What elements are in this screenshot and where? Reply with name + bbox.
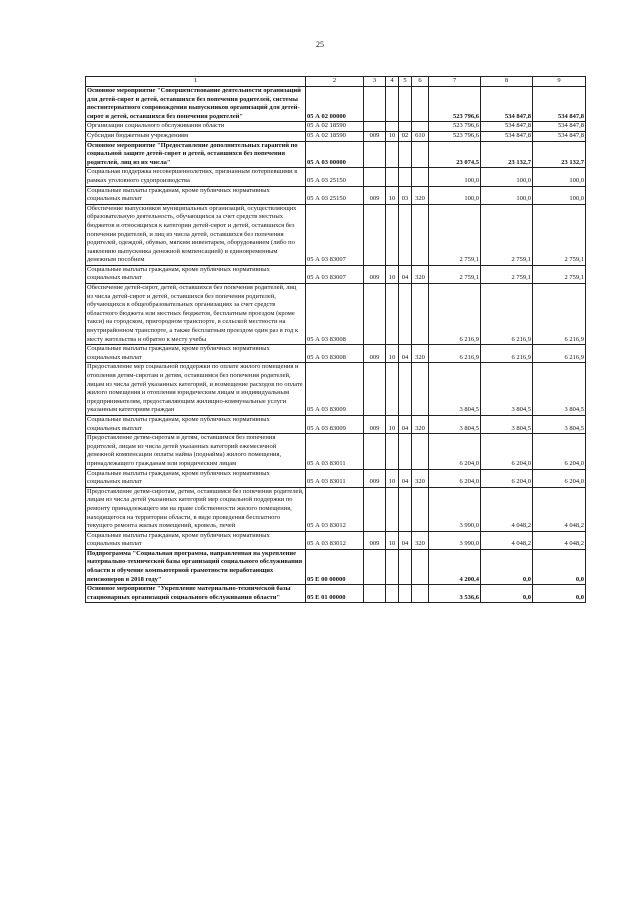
table-row xyxy=(86,284,586,345)
amount-2018: 3 990,0 xyxy=(429,487,481,531)
subsection-code xyxy=(399,363,412,416)
row-name: Социальные выплаты гражданам, кроме публичных нормативных социальных выплат xyxy=(86,469,306,487)
ministry-code: 009 xyxy=(364,415,386,433)
amount-2020: 2 759,1 xyxy=(533,204,586,265)
subsection-code xyxy=(399,141,412,168)
target-article-code: 05 А 03 83012 xyxy=(306,531,364,549)
section-code: 10 xyxy=(386,415,399,433)
amount-2019: 2 759,1 xyxy=(481,265,533,283)
amount-2019: 534 847,8 xyxy=(481,87,533,122)
subsection-code xyxy=(399,487,412,531)
amount-2020: 534 847,8 xyxy=(533,87,586,122)
amount-2019: 0,0 xyxy=(481,585,533,603)
column-header: 8 xyxy=(481,77,533,87)
section-code xyxy=(386,87,399,122)
section-code xyxy=(386,284,399,345)
ministry-code xyxy=(364,487,386,531)
expense-type-code: 320 xyxy=(412,469,429,487)
table-row xyxy=(86,131,586,141)
ministry-code xyxy=(364,141,386,168)
ministry-code xyxy=(364,284,386,345)
amount-2020: 0,0 xyxy=(533,585,586,603)
column-header: 3 xyxy=(364,77,386,87)
section-code xyxy=(386,585,399,603)
expense-type-code xyxy=(412,434,429,469)
amount-2018: 3 804,5 xyxy=(429,363,481,416)
target-article-code: 05 А 03 25150 xyxy=(306,186,364,204)
subsection-code xyxy=(399,204,412,265)
subsection-code: 04 xyxy=(399,531,412,549)
row-name: Социальные выплаты гражданам, кроме публичных нормативных социальных выплат xyxy=(86,415,306,433)
row-name: Социальные выплаты гражданам, кроме публичных нормативных социальных выплат xyxy=(86,531,306,549)
ministry-code xyxy=(364,549,386,584)
table-row xyxy=(86,141,586,168)
target-article-code: 05 А 02 18590 xyxy=(306,122,364,132)
expense-type-code: 320 xyxy=(412,345,429,363)
expense-type-code xyxy=(412,363,429,416)
ministry-code xyxy=(364,585,386,603)
subsection-code: 04 xyxy=(399,415,412,433)
target-article-code: 05 А 03 83008 xyxy=(306,284,364,345)
amount-2020: 100,0 xyxy=(533,186,586,204)
amount-2018: 3 804,5 xyxy=(429,415,481,433)
table-row xyxy=(86,469,586,487)
ministry-code: 009 xyxy=(364,265,386,283)
section-code xyxy=(386,204,399,265)
budget-table xyxy=(85,76,586,603)
amount-2018: 23 074,5 xyxy=(429,141,481,168)
ministry-code: 009 xyxy=(364,131,386,141)
table-row xyxy=(86,585,586,603)
subsection-code xyxy=(399,585,412,603)
expense-type-code: 320 xyxy=(412,265,429,283)
subsection-code: 04 xyxy=(399,469,412,487)
column-header: 9 xyxy=(533,77,586,87)
section-code: 10 xyxy=(386,265,399,283)
page-number: 25 xyxy=(316,40,324,49)
amount-2018: 2 759,1 xyxy=(429,204,481,265)
subsection-code: 04 xyxy=(399,265,412,283)
target-article-code: 05 А 03 83012 xyxy=(306,487,364,531)
ministry-code: 009 xyxy=(364,531,386,549)
amount-2018: 523 796,6 xyxy=(429,87,481,122)
amount-2018: 523 796,6 xyxy=(429,122,481,132)
section-code: 10 xyxy=(386,531,399,549)
column-header: 6 xyxy=(412,77,429,87)
target-article-code: 05 А 03 25150 xyxy=(306,168,364,186)
table-row xyxy=(86,204,586,265)
amount-2019: 0,0 xyxy=(481,549,533,584)
amount-2018: 4 200,4 xyxy=(429,549,481,584)
expense-type-code: 320 xyxy=(412,415,429,433)
subsection-code xyxy=(399,168,412,186)
target-article-code: 05 Е 00 00000 xyxy=(306,549,364,584)
column-header: 1 xyxy=(86,77,306,87)
section-code xyxy=(386,549,399,584)
section-code xyxy=(386,141,399,168)
row-name: Основное мероприятие "Укрепление материально-технической базы стационарных организаций социального обслуживания области" xyxy=(86,585,306,603)
section-code xyxy=(386,487,399,531)
table-row xyxy=(86,434,586,469)
amount-2018: 6 216,9 xyxy=(429,345,481,363)
target-article-code: 05 А 03 83007 xyxy=(306,204,364,265)
target-article-code: 05 А 03 83008 xyxy=(306,345,364,363)
amount-2019: 100,0 xyxy=(481,168,533,186)
amount-2018: 6 216,9 xyxy=(429,284,481,345)
row-name: Обеспечение детей-сирот, детей, оставшихся без попечения родителей, лиц из числа детей-сирот и детей, оставшихся без попечения родителей, обучающихся в общеобразовательных организациях за счет средств областного бюджета или местных бюджетов, бесплатным проездом (кроме такси) на городском, пригородном транспорте, в сельской местности на внутрирайонном транспорте, а также бесплатным проездом один раз в год к месту жительства и обратно к месту учебы xyxy=(86,284,306,345)
expense-type-code xyxy=(412,284,429,345)
amount-2019: 6 216,9 xyxy=(481,345,533,363)
table-row xyxy=(86,122,586,132)
expense-type-code: 610 xyxy=(412,131,429,141)
expense-type-code: 320 xyxy=(412,531,429,549)
subsection-code xyxy=(399,87,412,122)
subsection-code xyxy=(399,434,412,469)
amount-2020: 23 132,7 xyxy=(533,141,586,168)
column-header: 2 xyxy=(306,77,364,87)
table-row xyxy=(86,87,586,122)
amount-2020: 534 847,8 xyxy=(533,122,586,132)
row-name: Социальные выплаты гражданам, кроме публичных нормативных социальных выплат xyxy=(86,345,306,363)
row-name: Субсидии бюджетным учреждениям xyxy=(86,131,306,141)
amount-2020: 2 759,1 xyxy=(533,265,586,283)
amount-2019: 534 847,8 xyxy=(481,131,533,141)
ministry-code xyxy=(364,204,386,265)
amount-2018: 3 990,0 xyxy=(429,531,481,549)
section-code: 10 xyxy=(386,131,399,141)
amount-2020: 534 847,8 xyxy=(533,131,586,141)
target-article-code: 05 А 03 00000 xyxy=(306,141,364,168)
section-code xyxy=(386,122,399,132)
row-name: Социальные выплаты гражданам, кроме публичных нормативных социальных выплат xyxy=(86,265,306,283)
target-article-code: 05 А 03 83011 xyxy=(306,434,364,469)
ministry-code xyxy=(364,87,386,122)
column-header: 7 xyxy=(429,77,481,87)
amount-2019: 4 048,2 xyxy=(481,531,533,549)
amount-2019: 6 204,0 xyxy=(481,469,533,487)
subsection-code: 02 xyxy=(399,131,412,141)
ministry-code xyxy=(364,168,386,186)
amount-2020: 6 216,9 xyxy=(533,345,586,363)
amount-2019: 2 759,1 xyxy=(481,204,533,265)
expense-type-code xyxy=(412,549,429,584)
section-code: 10 xyxy=(386,186,399,204)
row-name: Предоставление мер социальной поддержки по оплате жилого помещения и отопления детям-сиротам и детям, оставшимся без попечения родителей, лицам из числа детей указанных категорий, и возмещение расходов по оплате жилого помещения и отопления юридическим лицам и индивидуальным предпринимателям, предоставляющим жилищно-коммунальные услуги указанным категориям граждан xyxy=(86,363,306,416)
row-name: Основное мероприятие "Совершенствование деятельности организаций для детей-сирот и детей, оставшихся без попечения родителей, системы постинтернатного сопровождения выпускников организаций для детей-сирот и детей, оставшихся без попечения родителей" xyxy=(86,87,306,122)
table-row xyxy=(86,415,586,433)
subsection-code xyxy=(399,122,412,132)
ministry-code xyxy=(364,363,386,416)
expense-type-code: 320 xyxy=(412,186,429,204)
amount-2018: 523 796,6 xyxy=(429,131,481,141)
row-name: Организации социального обслуживания области xyxy=(86,122,306,132)
row-name: Обеспечение выпускников муниципальных организаций, осуществляющих образовательную деятельность, обучающихся за счет средств местных бюджетов и относящихся к категории детей-сирот и детей, оставшихся без попечения родителей, и лиц из числа детей, оставшихся без попечения родителей, одеждой, обувью, мягким инвентарем, оборудованием (либо по заявлению выпускника денежной компенсацией) и единовременным денежным пособием xyxy=(86,204,306,265)
target-article-code: 05 А 02 18590 xyxy=(306,131,364,141)
amount-2020: 4 048,2 xyxy=(533,531,586,549)
amount-2018: 6 204,0 xyxy=(429,434,481,469)
subsection-code: 03 xyxy=(399,186,412,204)
table-row xyxy=(86,363,586,416)
expense-type-code xyxy=(412,87,429,122)
amount-2020: 0,0 xyxy=(533,549,586,584)
target-article-code: 05 А 03 83009 xyxy=(306,363,364,416)
amount-2019: 4 048,2 xyxy=(481,487,533,531)
expense-type-code xyxy=(412,168,429,186)
section-code xyxy=(386,363,399,416)
expense-type-code xyxy=(412,487,429,531)
target-article-code: 05 А 02 00000 xyxy=(306,87,364,122)
section-code xyxy=(386,434,399,469)
amount-2019: 3 804,5 xyxy=(481,415,533,433)
amount-2019: 6 204,0 xyxy=(481,434,533,469)
row-name: Основное мероприятие "Предоставление дополнительных гарантий по социальной защите детей-сирот и детей, оставшихся без попечения родителей, лиц из их числа" xyxy=(86,141,306,168)
amount-2019: 3 804,5 xyxy=(481,363,533,416)
expense-type-code xyxy=(412,122,429,132)
amount-2019: 100,0 xyxy=(481,186,533,204)
amount-2020: 3 804,5 xyxy=(533,415,586,433)
ministry-code: 009 xyxy=(364,186,386,204)
amount-2019: 534 847,8 xyxy=(481,122,533,132)
row-name: Подпрограмма "Социальная программа, направленная на укрепление материально-технической базы организаций социального обслуживания области и обучение компьютерной грамотности неработающих пенсионеров в 2018 году" xyxy=(86,549,306,584)
table-row xyxy=(86,487,586,531)
table-row xyxy=(86,265,586,283)
amount-2018: 2 759,1 xyxy=(429,265,481,283)
ministry-code xyxy=(364,434,386,469)
subsection-code: 04 xyxy=(399,345,412,363)
table-row xyxy=(86,345,586,363)
row-name: Предоставление детям-сиротам, детям, оставшимся без попечения родителей, лицам из числа детей указанных категорий мер социальной поддержки по ремонту принадлежащего им на праве собственности жилого помещения, находящегося на территории области, в виде проведения бесплатного текущего ремонта жилых помещений, кровель, печей xyxy=(86,487,306,531)
target-article-code: 05 А 03 83011 xyxy=(306,469,364,487)
amount-2020: 6 216,9 xyxy=(533,284,586,345)
amount-2019: 6 216,9 xyxy=(481,284,533,345)
target-article-code: 05 Е 01 00000 xyxy=(306,585,364,603)
amount-2020: 6 204,0 xyxy=(533,434,586,469)
table-row xyxy=(86,531,586,549)
expense-type-code xyxy=(412,141,429,168)
amount-2018: 100,0 xyxy=(429,168,481,186)
table-row xyxy=(86,186,586,204)
section-code: 10 xyxy=(386,345,399,363)
ministry-code: 009 xyxy=(364,469,386,487)
row-name: Социальная поддержка несовершеннолетних, признанным потерпевшими в рамках уголовного судопроизводства xyxy=(86,168,306,186)
column-header: 5 xyxy=(399,77,412,87)
subsection-code xyxy=(399,549,412,584)
amount-2018: 3 536,6 xyxy=(429,585,481,603)
row-name: Предоставление детям-сиротам и детям, оставшимся без попечения родителей, лицам из числа детей указанных категорий ежемесячной денежной компенсации оплаты найма (поднайма) жилого помещения, принадлежащего гражданам или юридическим лицам xyxy=(86,434,306,469)
expense-type-code xyxy=(412,204,429,265)
column-header: 4 xyxy=(386,77,399,87)
table-row xyxy=(86,168,586,186)
header-row xyxy=(86,77,586,87)
amount-2018: 100,0 xyxy=(429,186,481,204)
amount-2018: 6 204,0 xyxy=(429,469,481,487)
subsection-code xyxy=(399,284,412,345)
section-code: 10 xyxy=(386,469,399,487)
ministry-code xyxy=(364,122,386,132)
amount-2019: 23 132,7 xyxy=(481,141,533,168)
amount-2020: 3 804,5 xyxy=(533,363,586,416)
section-code xyxy=(386,168,399,186)
expense-type-code xyxy=(412,585,429,603)
ministry-code: 009 xyxy=(364,345,386,363)
target-article-code: 05 А 03 83007 xyxy=(306,265,364,283)
amount-2020: 100,0 xyxy=(533,168,586,186)
amount-2020: 6 204,0 xyxy=(533,469,586,487)
table-row xyxy=(86,549,586,584)
row-name: Социальные выплаты гражданам, кроме публичных нормативных социальных выплат xyxy=(86,186,306,204)
target-article-code: 05 А 03 83009 xyxy=(306,415,364,433)
amount-2020: 4 048,2 xyxy=(533,487,586,531)
